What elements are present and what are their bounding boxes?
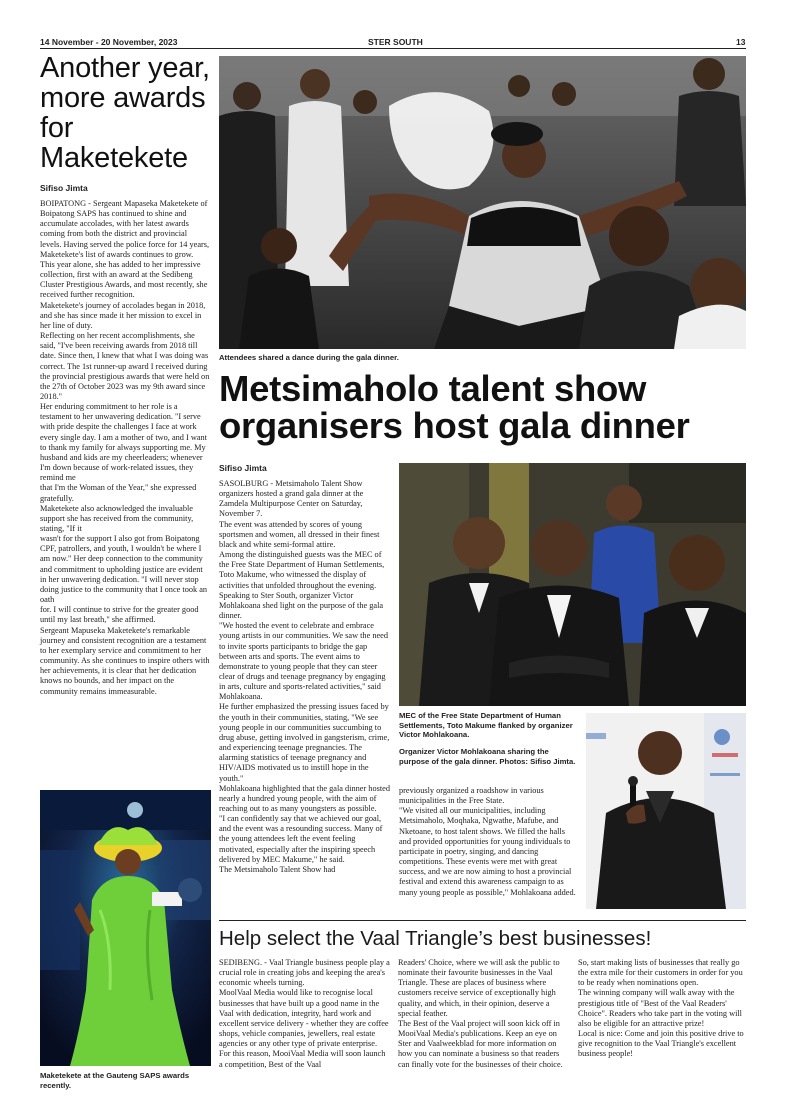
organizer-photo [586, 713, 746, 909]
awards-paragraph: wasn't for the support I also got from Boipatong CPF, patrollers, and youth, I wouldn't be where I am now." Her deep connection to the community and commitment to upholding justice are evident in her unwavering dedication. "I will never stop doing justice to the community that I once took an oath [40, 534, 208, 605]
gala-paragraph: SASOLBURG - Metsimaholo Talent Show organizers hosted a grand gala dinner at the Zamdela Multipurpose Center on Saturday, November 7. [219, 479, 364, 519]
dance-photo [219, 56, 746, 349]
awards-paragraph: Her enduring commitment to her role is a testament to her unwavering dedication. "I serve with pride despite the challenges I face at work every single day. I am a mother of two, and I want to thank my family for always supporting me. My husband and kids are my cheerleaders; whenever I'm down because of work-related issues, they remind me [40, 402, 207, 483]
awards-paragraph: Maketekete's journey of accolades began in 2018, and she has since made it her mission to excel in her line of duty. [40, 300, 206, 330]
awards-paragraph: for. I will continue to strive for the greater good until my last breath," she affirmed. [40, 605, 199, 625]
vaal-paragraph: SEDIBENG. - Vaal Triangle business people play a crucial role in creating jobs and keeping the area's economic wheels turning. [219, 958, 390, 988]
gala-body-col2 [399, 786, 579, 898]
vaal-paragraph: MoolVaal Media would like to recognise local businesses that have built up a good name in the Vaal with dedication, integrity, hard work and excellent service delivery - whether they are coffee shops, vehicle companies, jewellers, real estate agencies or any other type of private enterprise. [219, 988, 389, 1049]
gala-byline: Sifiso Jimta [219, 463, 267, 473]
awards-paragraph: Maketekete also acknowledged the invaluable support she has received from the community, stating, "If it [40, 503, 194, 533]
vaal-headline: Help select the Vaal Triangle’s best businesses! [219, 927, 652, 950]
gala-headline: Metsimaholo talent show organisers host gala dinner [219, 368, 690, 446]
gala-body-col1 [219, 479, 391, 875]
gala-paragraph: Among the distinguished guests was the MEC of the Free State Department of Human Settlements, Toto Makume, who witnessed the display of activities that unfolded throughout the evening. [219, 550, 385, 590]
awards-paragraph: Sergeant Mapuseka Maketekete's remarkable journey and consistent recognition are a testament to her exemplary service and commitment to her community. As she continues to inspire others with her achievements, it is clear that her dedication knows no bounds, and her impact on the community remains immeasurable. [40, 625, 210, 696]
vaal-rule [219, 920, 746, 921]
vaal-paragraph: So, start making lists of businesses that really go the extra mile for their customers in order for you to be ready when nominations open. [578, 958, 743, 988]
awards-paragraph: Reflecting on her recent accomplishments, she said, "I've been receiving awards from 2018 till date. Since then, I knew that what I was doing was correct. The 1st runner-up award I received during the provincial prestigious awards that were held on the 27th of October 2023 was my 9th award since 2018." [40, 331, 210, 401]
gala-paragraph: Speaking to Ster South, organizer Victor Mohlakoana shed light on the purpose of the gala dinner. [219, 590, 384, 621]
header-rule [40, 48, 746, 49]
organizer-photo-caption: Organizer Victor Mohlakoana sharing the purpose of the gala dinner. Photos: Sifiso Jimta. [399, 747, 576, 766]
vaal-paragraph: Local is nice: Come and join this positive drive to give recognition to the Vaal Triangle's excellent business people! [578, 1029, 744, 1059]
awards-byline: Sifiso Jimta [40, 183, 88, 193]
awards-paragraph: This year alone, she has added to her impressive collection, first with an award at the Sedibeng Cluster Prestigious Awards, and most recently, she received further recognition. [40, 259, 208, 300]
vaal-paragraph: For this reason, MooiVaal Media will soon launch a competition, Best of the Vaal [219, 1049, 386, 1069]
awards-body [40, 199, 210, 697]
vaal-col3 [578, 958, 748, 1060]
award-photo-caption: Maketekete at the Gauteng SAPS awards recently. [40, 1071, 190, 1090]
gala-paragraph: The Metsimaholo Talent Show had [219, 864, 336, 874]
header-date: 14 November - 20 November, 2023 [40, 37, 178, 47]
award-photo [40, 790, 211, 1066]
gala-paragraph: Mohlakoana highlighted that the gala dinner hosted nearly a hundred young people, with the aim of reaching out to as many youngsters as possible. [219, 783, 390, 813]
gala-paragraph: previously organized a roadshow in various municipalities in the Free State. [399, 786, 544, 806]
gala-paragraph: The event was attended by scores of young sportsmen and women, all dressed in their finest black and white semi-formal attire. [219, 519, 380, 549]
awards-paragraph: that I'm the Woman of the Year," she expressed gratefully. [40, 483, 197, 503]
gala-paragraph: He further emphasized the pressing issues faced by the youth in their communities, stating, "We see young people in our communities succumbing to drug abuse, getting involved in gangsterism, crime, and experiencing teenage pregnancies. The alarming statistics of teenage pregnancy and HIV/AIDS motivated us to instill hope in the youth." [219, 702, 390, 783]
gala-paragraph: "We hosted the event to celebrate and embrace young artists in our communities. We saw the need to invite sports participants to bridge the gap between arts and sports. The event aims to demonstrate to young people that they can steer clear of drugs and teenage pregnancy by engaging in arts, culture and sports-related activities," said Mohlakoana. [219, 621, 389, 702]
mec-photo [399, 463, 746, 706]
header-publication: STER SOUTH [368, 37, 423, 47]
gala-paragraph: "We visited all our municipalities, including Metsimaholo, Moqhaka, Ngwathe, Mafube, and Nketoane, to host talent shows. We filled the halls and provided opportunities for young individuals to participate in poetry, singing, and dancing competitions. These events were met with great success, and we are now aiming to host a provincial festival and extend this awareness campaign to as many young people as possible," Mohlakoana added. [399, 806, 576, 897]
vaal-col1 [219, 958, 391, 1070]
dance-photo-caption: Attendees shared a dance during the gala dinner. [219, 353, 399, 362]
awards-paragraph: BOIPATONG - Sergeant Mapaseka Maketekete of Boipatong SAPS has continued to shine and accumulate accolades, with her latest awards coming from both the district and provincial levels. Having served the police force for 14 years, Maketekete's list of awards continues to grow. [40, 199, 210, 259]
vaal-paragraph: The winning company will walk away with the prestigious title of "Best of the Vaal Readers' Choice". Readers who take part in the voting will also be eligible for an attractive prize! [578, 988, 742, 1028]
vaal-col2 [398, 958, 570, 1070]
header-page-number: 13 [736, 37, 746, 47]
awards-headline: Another year, more awards for Maketekete [40, 52, 210, 174]
mec-photo-caption: MEC of the Free State Department of Human Settlements, Toto Makume flanked by organizer Victor Mohlakoana. [399, 711, 573, 739]
vaal-paragraph: Readers' Choice, where we will ask the public to nominate their favourite businesses in the Vaal Triangle. These are places of business where customers receive service of exceptionally high quality, and which, in their opinion, deserve a special feather. [398, 958, 560, 1018]
gala-paragraph: "I can confidently say that we achieved our goal, and the event was a resounding success. Many of the young attendees left the event feeling motivated, especially after the inspiring speech delivered by MEC Makume," he said. [219, 814, 383, 864]
vaal-paragraph: The Best of the Vaal project will soon kick off in MooiVaal Media's publications. Keep an eye on Ster and Vaalweekblad for more information on how you can nominate a business so that readers can finally vote for the businesses of their choice. [398, 1018, 563, 1069]
